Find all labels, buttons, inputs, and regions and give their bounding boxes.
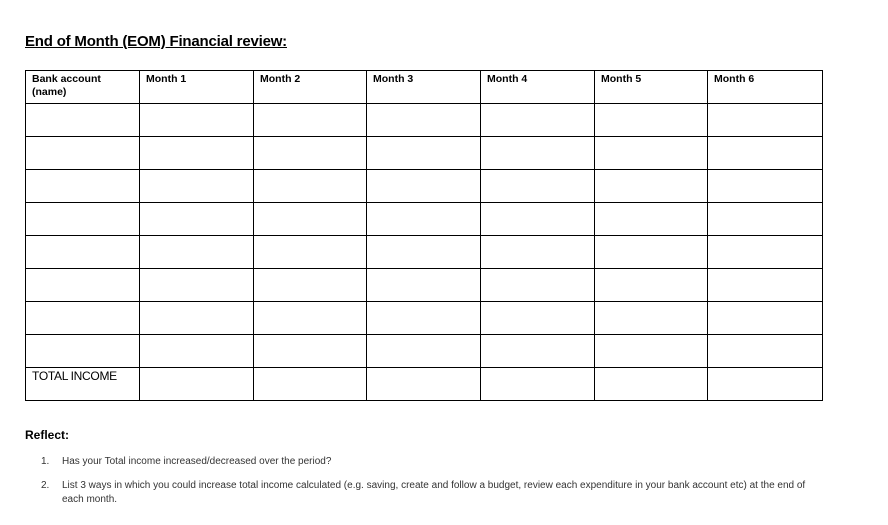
table-cell[interactable] <box>140 335 254 368</box>
header-month-4: Month 4 <box>481 71 595 104</box>
table-row <box>26 269 823 302</box>
reflect-questions <box>25 455 825 517</box>
table-row <box>26 203 823 236</box>
table-cell[interactable] <box>708 137 823 170</box>
table-cell[interactable] <box>595 203 708 236</box>
question-text: List 3 ways in which you could increase total income calculated (e.g. saving, create and follow a budget, review each expenditure in your bank account etc) at the end of each month. <box>62 480 806 505</box>
table-cell[interactable] <box>140 203 254 236</box>
table-cell[interactable] <box>254 203 367 236</box>
total-cell-month-6[interactable] <box>708 368 823 401</box>
table-cell[interactable] <box>140 236 254 269</box>
table-cell[interactable] <box>595 104 708 137</box>
table-cell[interactable] <box>595 269 708 302</box>
table-cell[interactable] <box>26 137 140 170</box>
table-cell[interactable] <box>367 170 481 203</box>
list-item <box>25 479 825 507</box>
table-cell[interactable] <box>26 335 140 368</box>
table-cell[interactable] <box>140 170 254 203</box>
question-text: Has your Total income increased/decreased over the period? <box>62 456 332 467</box>
table-cell[interactable] <box>140 137 254 170</box>
table-cell[interactable] <box>26 302 140 335</box>
table-cell[interactable] <box>254 170 367 203</box>
table-cell[interactable] <box>26 170 140 203</box>
total-cell-month-2[interactable] <box>254 368 367 401</box>
table-cell[interactable] <box>367 203 481 236</box>
table-cell[interactable] <box>595 236 708 269</box>
table-row <box>26 302 823 335</box>
table-row <box>26 335 823 368</box>
header-month-3: Month 3 <box>367 71 481 104</box>
table-cell[interactable] <box>481 236 595 269</box>
table-cell[interactable] <box>481 170 595 203</box>
table-cell[interactable] <box>254 137 367 170</box>
table-cell[interactable] <box>708 236 823 269</box>
page-title: End of Month (EOM) Financial review: <box>25 33 287 50</box>
table-cell[interactable] <box>26 104 140 137</box>
table-cell[interactable] <box>595 170 708 203</box>
header-month-6: Month 6 <box>708 71 823 104</box>
table-cell[interactable] <box>254 302 367 335</box>
table-cell[interactable] <box>140 104 254 137</box>
question-number: 2. <box>41 480 50 491</box>
total-income-label: TOTAL INCOME <box>26 368 140 401</box>
table-row <box>26 170 823 203</box>
total-cell-month-1[interactable] <box>140 368 254 401</box>
header-month-1: Month 1 <box>140 71 254 104</box>
table-cell[interactable] <box>140 269 254 302</box>
table-cell[interactable] <box>26 203 140 236</box>
table-cell[interactable] <box>481 269 595 302</box>
table-cell[interactable] <box>708 269 823 302</box>
table-cell[interactable] <box>254 104 367 137</box>
table-cell[interactable] <box>26 236 140 269</box>
header-month-5: Month 5 <box>595 71 708 104</box>
table-row <box>26 236 823 269</box>
header-bank-account: Bank account (name) <box>26 71 140 104</box>
table-cell[interactable] <box>254 236 367 269</box>
table-cell[interactable] <box>367 104 481 137</box>
total-cell-month-4[interactable] <box>481 368 595 401</box>
table-cell[interactable] <box>481 137 595 170</box>
table-cell[interactable] <box>708 335 823 368</box>
reflect-heading: Reflect: <box>25 428 70 442</box>
table-cell[interactable] <box>254 335 367 368</box>
table-cell[interactable] <box>708 104 823 137</box>
total-cell-month-5[interactable] <box>595 368 708 401</box>
table-cell[interactable] <box>367 236 481 269</box>
table-cell[interactable] <box>708 170 823 203</box>
total-income-row <box>26 368 823 401</box>
question-number: 1. <box>41 456 50 467</box>
total-cell-month-3[interactable] <box>367 368 481 401</box>
table-cell[interactable] <box>367 269 481 302</box>
header-month-2: Month 2 <box>254 71 367 104</box>
table-cell[interactable] <box>595 335 708 368</box>
table-cell[interactable] <box>367 137 481 170</box>
table-cell[interactable] <box>367 302 481 335</box>
table-header-row <box>26 71 823 104</box>
table-row <box>26 137 823 170</box>
table-cell[interactable] <box>26 269 140 302</box>
table-row <box>26 104 823 137</box>
table-cell[interactable] <box>367 335 481 368</box>
table-cell[interactable] <box>481 203 595 236</box>
table-cell[interactable] <box>140 302 254 335</box>
table-cell[interactable] <box>481 335 595 368</box>
table-cell[interactable] <box>481 302 595 335</box>
table-cell[interactable] <box>595 302 708 335</box>
financial-review-table <box>25 70 823 401</box>
table-cell[interactable] <box>254 269 367 302</box>
table-cell[interactable] <box>708 302 823 335</box>
table-cell[interactable] <box>481 104 595 137</box>
table-cell[interactable] <box>595 137 708 170</box>
list-item <box>25 455 825 469</box>
table-cell[interactable] <box>708 203 823 236</box>
